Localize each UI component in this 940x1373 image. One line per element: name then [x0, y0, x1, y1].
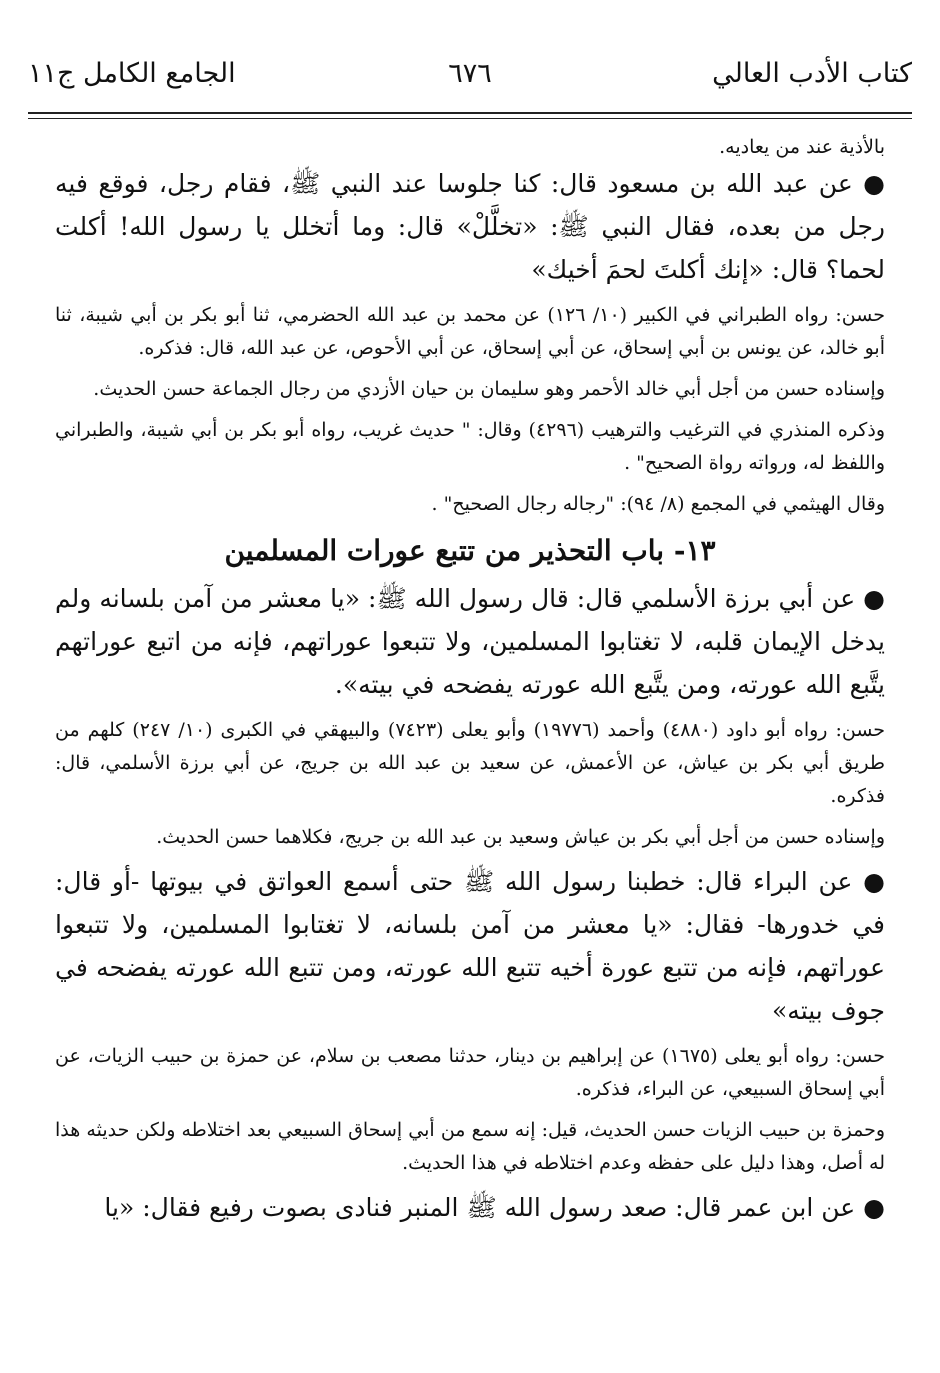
hadith-al-bara: ● عن البراء قال: خطبنا رسول الله ﷺ حتى أسمع العواتق في بيوتها -أو قال: في خدورها- فقال: «يا معشر من آمن بلسانه، لا تغتابوا المسلمين، ولا تتبعوا عوراتهم، فإنه من تتبع عورة أخيه تتبع الله عورته، ومن تتبع الله عورته يفضحه في جوف بيته» [55, 867, 885, 1025]
continuation-text: بالأذية عند من يعاديه. [719, 136, 885, 158]
page-header [28, 58, 912, 98]
header-rule-thin [28, 118, 912, 119]
page-number: ٦٧٦ [448, 58, 492, 89]
header-rule-thick [28, 112, 912, 114]
book-title: كتاب الأدب العالي [712, 58, 912, 89]
section-title: ١٣- باب التحذير من تتبع عورات المسلمين [224, 534, 716, 567]
hadith-ibn-umar: ● عن ابن عمر قال: صعد رسول الله ﷺ المنبر فنادى بصوت رفيع فقال: «يا [104, 1193, 885, 1222]
takhrij-abu-barza: حسن: رواه أبو داود (٤٨٨٠) وأحمد (١٩٧٧٦) وأبو يعلى (٧٤٢٣) والبيهقي في الكبرى (١٠/ ٢٤٧) كلهم من طريق أبي بكر بن عياش، عن الأعمش، عن سعيد بن عبد الله بن جريج، عن أبي برزة الأسلمي، قال: فذكره. [55, 719, 886, 807]
hadith-abu-barza: ● عن أبي برزة الأسلمي قال: قال رسول الله ﷺ: «يا معشر من آمن بلسانه ولم يدخل الإيمان قلبه، لا تغتابوا المسلمين، ولا تتبعوا عوراتهم، فإنه من اتبع عوراتهم يتَّبع الله عورته، ومن يتَّبع الله عورته يفضحه في بيته». [55, 584, 885, 699]
series-title: الجامع الكامل ج١١ [28, 58, 236, 89]
hamza-note: وحمزة بن حبيب الزيات حسن الحديث، قيل: إنه سمع من أبي إسحاق السبيعي بعد اختلاطه ولكن حديثه هذا له أصل، وهذا دليل على حفظه وعدم اختلاطه في هذا الحديث. [55, 1119, 885, 1174]
page-body [55, 132, 885, 1229]
takhrij-al-bara: حسن: رواه أبو يعلى (١٦٧٥) عن إبراهيم بن دينار، حدثنا مصعب بن سلام، عن حمزة بن حبيب الزيات، عن أبي إسحاق السبيعي، عن البراء، فذكره. [55, 1045, 885, 1100]
haythami-note: وقال الهيثمي في المجمع (٨/ ٩٤): "رجاله رجال الصحيح" . [431, 493, 885, 515]
isnad-note-2: وإسناده حسن من أجل أبي بكر بن عياش وسعيد بن عبد الله بن جريج، فكلاهما حسن الحديث. [156, 826, 885, 848]
isnad-note-1: وإسناده حسن من أجل أبي خالد الأحمر وهو سليمان بن حيان الأزدي من رجال الجماعة حسن الحديث. [93, 378, 885, 400]
hadith-ibn-masud: ● عن عبد الله بن مسعود قال: كنا جلوسا عند النبي ﷺ، فقام رجل، فوقع فيه رجل من بعده، فقال النبي ﷺ: «تخلَّلْ» قال: وما أتخلل يا رسول الله! أكلت لحما؟ قال: «إنك أكلتَ لحمَ أخيك» [55, 169, 885, 284]
takhrij-ibn-masud: حسن: رواه الطبراني في الكبير (١٠/ ١٢٦) عن محمد بن عبد الله الحضرمي، ثنا أبو بكر بن أبي شيبة، ثنا أبو خالد، عن يونس بن أبي إسحاق، عن أبي إسحاق، عن أبي الأحوص، عن عبد الله، قال: فذكره. [55, 304, 885, 359]
mundhiri-note: وذكره المنذري في الترغيب والترهيب (٤٢٩٦) وقال: " حديث غريب، رواه أبو بكر بن أبي شيبة، والطبراني واللفظ له، ورواته رواة الصحيح" . [55, 419, 885, 474]
